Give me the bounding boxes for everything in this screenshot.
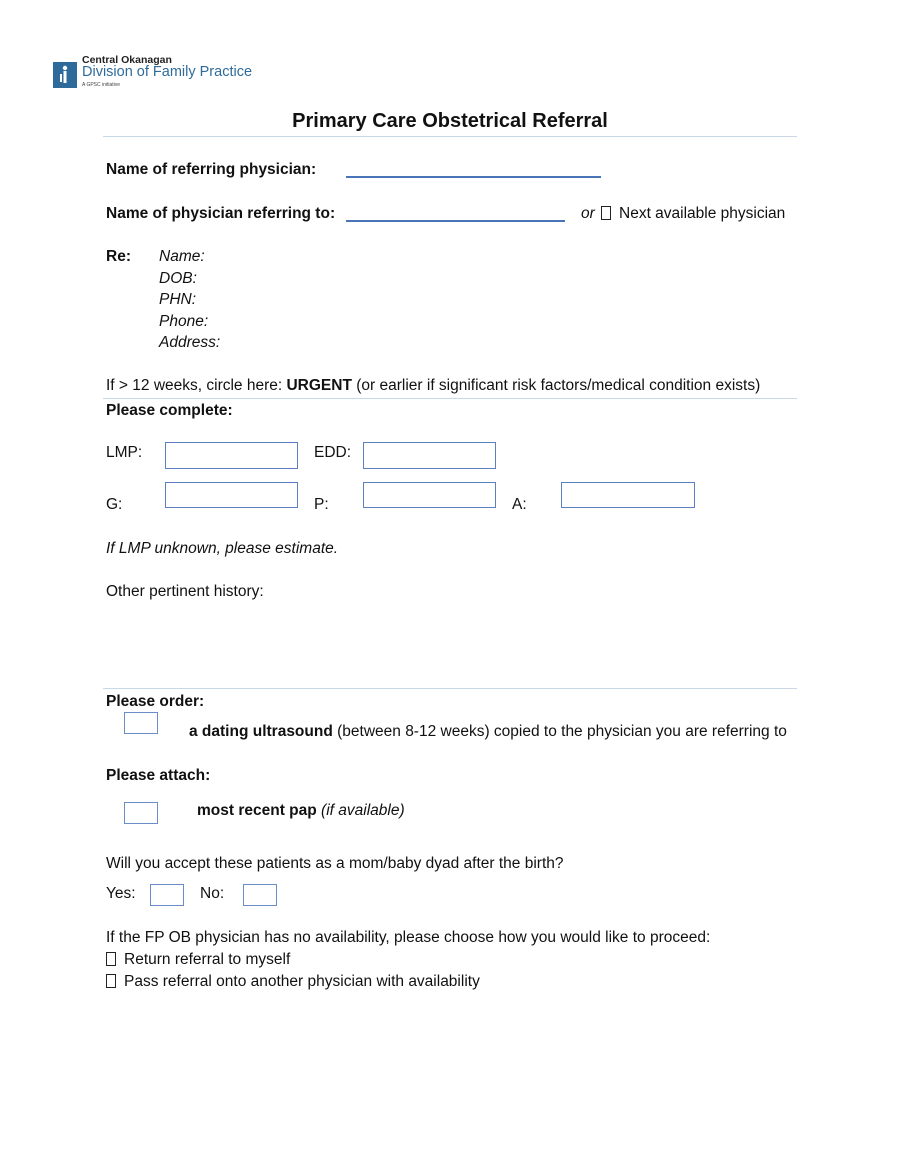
please-order-heading: Please order: <box>106 693 205 710</box>
logo-division-name: Division of Family Practice <box>82 64 253 80</box>
abortus-label: A: <box>512 496 527 513</box>
re-label: Re: <box>106 248 131 265</box>
recent-pap-note: (if available) <box>316 802 405 819</box>
dating-ultrasound-item <box>189 723 787 741</box>
abortus-field[interactable] <box>561 482 695 508</box>
gravida-label: G: <box>106 496 123 513</box>
checkbox-icon <box>106 974 116 988</box>
section-rule <box>103 398 797 399</box>
re-name-label: Name: <box>159 248 205 265</box>
section-rule <box>103 688 797 689</box>
re-dob-label: DOB: <box>159 270 197 287</box>
or-label: or <box>581 205 595 222</box>
dating-ultrasound-label: a dating ultrasound <box>189 723 333 740</box>
urgent-instruction <box>106 377 760 395</box>
referring-to-field[interactable] <box>346 220 565 222</box>
checkbox-icon <box>106 952 116 966</box>
dating-ultrasound-checkbox[interactable] <box>124 712 158 734</box>
urgent-post-text: (or earlier if significant risk factors/medical condition exists) <box>351 377 761 394</box>
page-title: Primary Care Obstetrical Referral <box>292 110 608 132</box>
recent-pap-item <box>197 802 405 820</box>
proceed-option-pass[interactable] <box>106 973 480 991</box>
next-available-checkbox[interactable] <box>601 205 611 223</box>
re-phone-label: Phone: <box>159 313 209 330</box>
edd-field[interactable] <box>363 442 496 469</box>
proceed-option-label: Return referral to myself <box>124 951 291 968</box>
no-label: No: <box>200 885 225 902</box>
yes-label: Yes: <box>106 885 136 902</box>
logo-tagline: A GPSC initiative <box>82 82 121 88</box>
urgent-pre-text: If > 12 weeks, circle here: <box>106 377 287 394</box>
proceed-question: If the FP OB physician has no availability, please choose how you would like to proceed: <box>106 929 711 946</box>
no-checkbox[interactable] <box>243 884 277 906</box>
yes-checkbox[interactable] <box>150 884 184 906</box>
gravida-field[interactable] <box>165 482 298 508</box>
please-complete-heading: Please complete: <box>106 402 233 419</box>
urgent-label[interactable]: URGENT <box>286 377 352 394</box>
lmp-label: LMP: <box>106 444 143 461</box>
re-address-label: Address: <box>159 334 221 351</box>
lmp-field[interactable] <box>165 442 298 469</box>
dating-ultrasound-detail: (between 8-12 weeks) copied to the physician you are referring to <box>332 723 787 740</box>
recent-pap-label: most recent pap <box>197 802 317 819</box>
lmp-note: If LMP unknown, please estimate. <box>106 540 339 557</box>
division-logo-icon <box>53 62 77 88</box>
proceed-option-return[interactable] <box>106 951 290 969</box>
referring-to-label: Name of physician referring to: <box>106 205 336 222</box>
referring-physician-label: Name of referring physician: <box>106 161 317 178</box>
recent-pap-checkbox[interactable] <box>124 802 158 824</box>
title-rule <box>103 136 797 137</box>
next-available-label: Next available physician <box>619 205 786 222</box>
re-phn-label: PHN: <box>159 291 197 308</box>
para-label: P: <box>314 496 329 513</box>
logo-org-name: Central Okanagan <box>82 54 172 66</box>
proceed-option-label: Pass referral onto another physician with availability <box>124 973 480 990</box>
dyad-question: Will you accept these patients as a mom/baby dyad after the birth? <box>106 855 564 872</box>
edd-label: EDD: <box>314 444 352 461</box>
referring-physician-field[interactable] <box>346 176 601 178</box>
history-label: Other pertinent history: <box>106 583 264 600</box>
please-attach-heading: Please attach: <box>106 767 211 784</box>
para-field[interactable] <box>363 482 496 508</box>
checkbox-icon <box>601 206 611 220</box>
